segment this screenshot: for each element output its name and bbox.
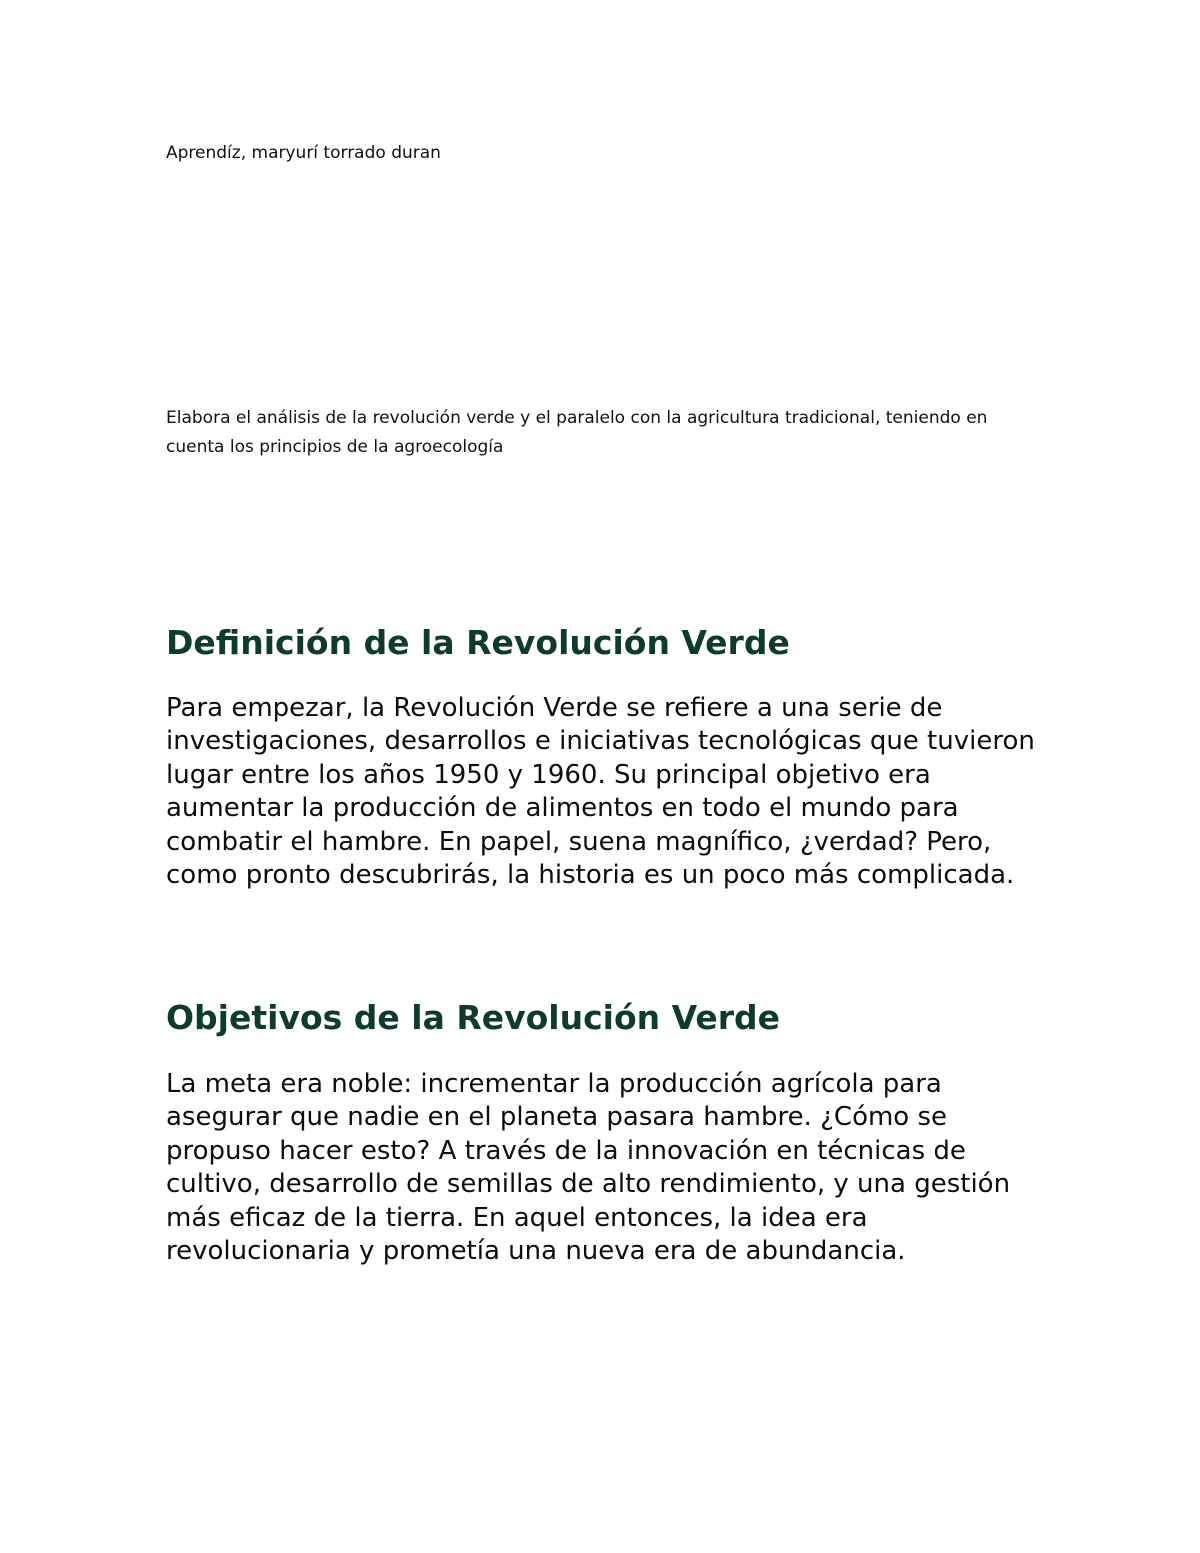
- section-heading-objetivos: Objetivos de la Revolución Verde: [166, 998, 781, 1037]
- assignment-instruction: Elabora el análisis de la revolución verde y el paralelo con la agricultura tradicional, teniendo en cuenta los principios de la agroecología: [166, 408, 988, 457]
- author-line: Aprendíz, maryurí torrado duran: [166, 143, 441, 163]
- section-body-objetivos: La meta era noble: incrementar la producción agrícola para asegurar que nadie en el planeta pasara hambre. ¿Cómo se propuso hacer esto? A través de la innovación en técnicas de cultivo, desarrollo de semillas de alto rendimiento, y una gestión más eficaz de la tierra. En aquel entonces, la idea era revolucionaria y prometía una nueva era de abundancia.: [166, 1069, 1011, 1267]
- section-body-definicion: Para empezar, la Revolución Verde se refiere a una serie de investigaciones, desarrollos e iniciativas tecnológicas que tuvieron lugar entre los años 1950 y 1960. Su principal objetivo era aumentar la producción de alimentos en todo el mundo para combatir el hambre. En papel, suena magnífico, ¿verdad? Pero, como pronto descubrirás, la historia es un poco más complicada.: [166, 693, 1035, 891]
- section-heading-definicion: Definición de la Revolución Verde: [166, 623, 790, 662]
